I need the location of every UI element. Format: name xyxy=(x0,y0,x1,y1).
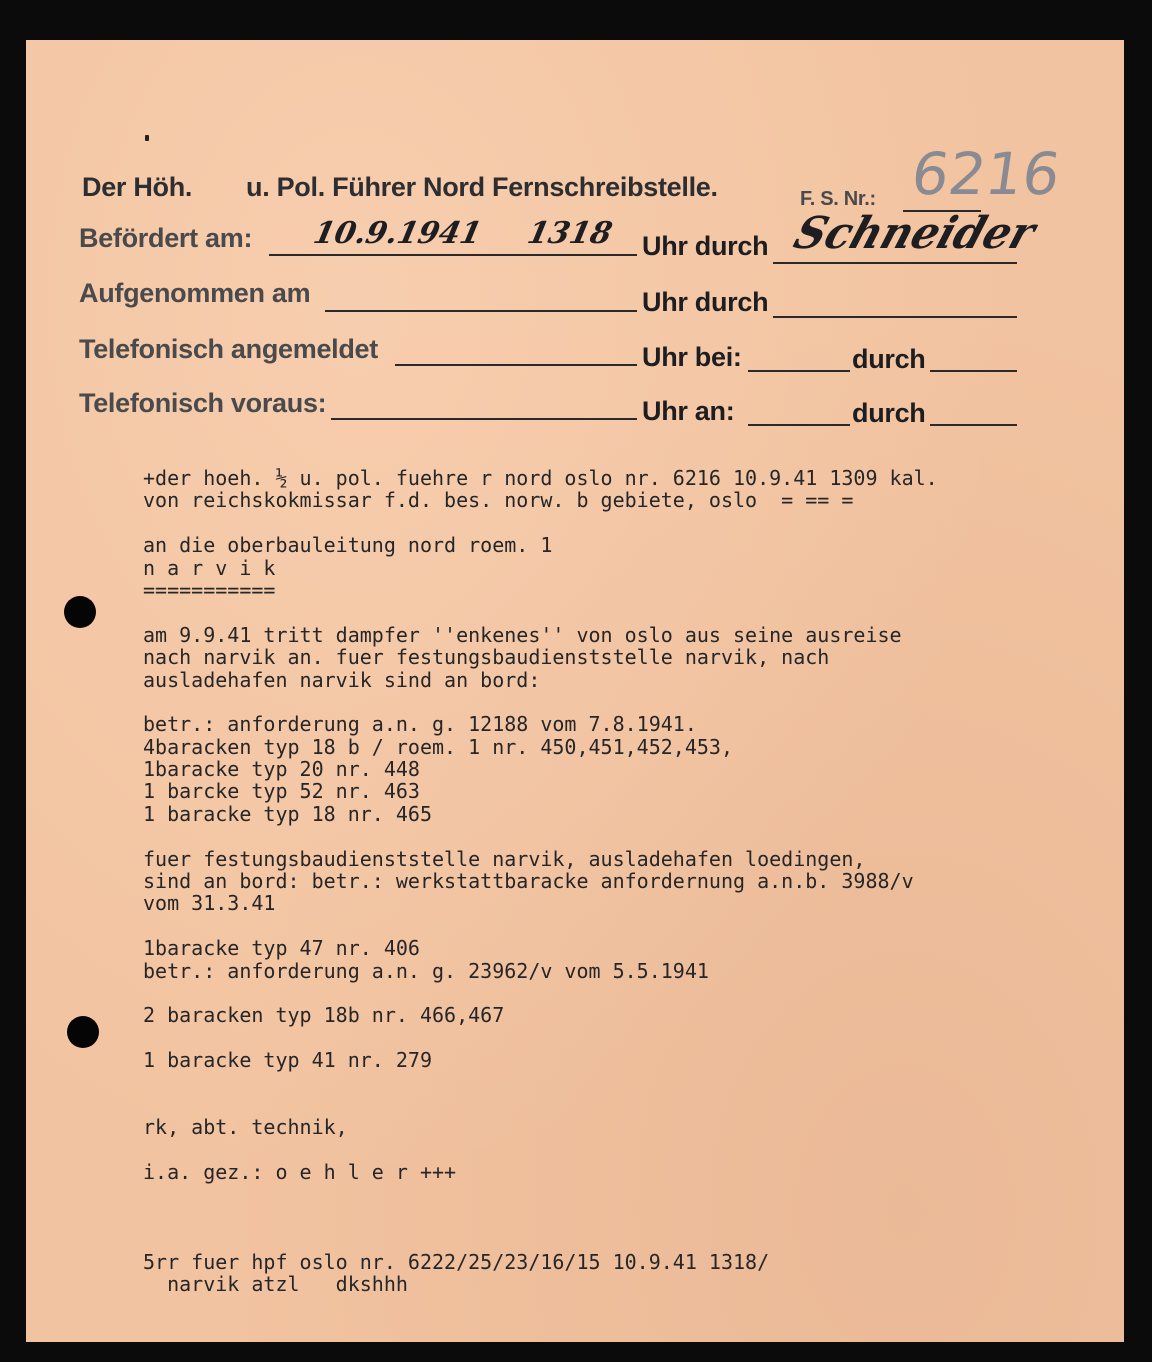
telex-line: fuer festungsbaudienststelle narvik, ausladehafen loedingen, xyxy=(143,846,866,871)
uhr-an-line xyxy=(748,424,850,426)
telex-line: 1 barcke typ 52 nr. 463 xyxy=(143,779,420,804)
telex-line xyxy=(143,1206,938,1228)
telex-line: narvik atzl dkshhh xyxy=(143,1272,408,1297)
telex-line xyxy=(143,982,938,1004)
uhr-an: Uhr an: xyxy=(642,396,735,426)
telex-line: i.a. gez.: o e h l e r +++ xyxy=(143,1160,457,1185)
telex-line: +der hoeh. ½ u. pol. fuehre r nord oslo nr. 6216 10.9.41 1309 kal. xyxy=(143,466,938,490)
telex-line: vom 31.3.41 xyxy=(143,891,276,916)
voraus-line xyxy=(331,418,637,420)
telex-line xyxy=(143,691,938,713)
telex-line: ausladehafen narvik sind an bord: xyxy=(143,667,541,692)
signature: Schneider xyxy=(787,208,1042,259)
telex-line: rk, abt. technik, xyxy=(143,1115,348,1140)
uhr-durch-1: Uhr durch xyxy=(642,231,769,261)
uhr-bei: Uhr bei: xyxy=(642,342,742,372)
telex-line: betr.: anforderung a.n. g. 23962/v vom 5.5.1941 xyxy=(143,958,709,983)
org-part1: Der Höh. xyxy=(82,172,193,202)
aufgenommen-line xyxy=(325,310,637,312)
telex-line xyxy=(143,601,938,623)
org-part2: u. Pol. Führer Nord Fernschreibstelle. xyxy=(246,172,718,202)
telex-line xyxy=(143,1139,938,1161)
telex-line xyxy=(143,512,938,534)
befoerdert-label: Befördert am: xyxy=(79,223,253,253)
telex-line xyxy=(143,1228,938,1250)
telex-line: 1 baracke typ 18 nr. 465 xyxy=(143,801,432,826)
telex-line: n a r v i k xyxy=(143,555,276,580)
durch-2-line xyxy=(930,424,1017,426)
befoerdert-date: 10.9.1941 xyxy=(310,216,485,251)
signature-line xyxy=(773,262,1017,264)
aufgenommen-durch-line xyxy=(773,316,1017,318)
telex-line xyxy=(143,1094,938,1116)
telex-line xyxy=(143,1184,938,1206)
durch-2: durch xyxy=(852,398,926,428)
telex-line: sind an bord: betr.: werkstattbaracke anfordernung a.n.b. 3988/v xyxy=(143,869,914,894)
telex-line xyxy=(143,1072,938,1094)
punch-hole-bottom xyxy=(67,1016,99,1048)
telex-line: 1 baracke typ 41 nr. 279 xyxy=(143,1048,432,1073)
uhr-durch-2: Uhr durch xyxy=(642,287,769,317)
telex-line: 1baracke typ 20 nr. 448 xyxy=(143,757,420,782)
uhr-bei-line xyxy=(748,370,850,372)
angemeldet-line xyxy=(395,364,637,366)
telefonisch-angemeldet-label: Telefonisch angemeldet xyxy=(79,334,378,364)
telex-line: an die oberbauleitung nord roem. 1 xyxy=(143,533,553,558)
telex-line: 5rr fuer hpf oslo nr. 6222/25/23/16/15 10.9.41 1318/ xyxy=(143,1249,770,1274)
telex-line xyxy=(143,1027,938,1049)
telex-line: 1baracke typ 47 nr. 406 xyxy=(143,936,420,961)
aufgenommen-label: Aufgenommen am xyxy=(79,278,311,308)
telex-line xyxy=(143,825,938,847)
telex-line: betr.: anforderung a.n. g. 12188 vom 7.8.1941. xyxy=(143,712,697,737)
telex-line xyxy=(143,915,938,937)
punch-hole-top xyxy=(64,596,96,628)
befoerdert-time: 1318 xyxy=(524,216,616,251)
telefonisch-voraus-label: Telefonisch voraus: xyxy=(79,388,327,418)
telex-line: am 9.9.41 tritt dampfer ''enkenes'' von oslo aus seine ausreise xyxy=(143,622,902,647)
fs-nr-value: 6216 xyxy=(907,140,1065,208)
telex-line: nach narvik an. fuer festungsbaudienststelle narvik, nach xyxy=(143,645,830,670)
telex-line: 2 baracken typ 18b nr. 466,467 xyxy=(143,1003,505,1028)
durch-1: durch xyxy=(852,344,926,374)
ink-speck xyxy=(145,135,149,141)
telex-line: 4baracken typ 18 b / roem. 1 nr. 450,451,452,453, xyxy=(143,734,734,759)
telex-line: =========== xyxy=(143,577,276,602)
telex-line: von reichskokmissar f.d. bes. norw. b gebiete, oslo = == = xyxy=(143,488,854,513)
befoerdert-date-line xyxy=(269,254,637,256)
durch-1-line xyxy=(930,370,1017,372)
fs-nr-label: F. S. Nr.: xyxy=(800,188,876,210)
telex-body xyxy=(143,467,938,1295)
